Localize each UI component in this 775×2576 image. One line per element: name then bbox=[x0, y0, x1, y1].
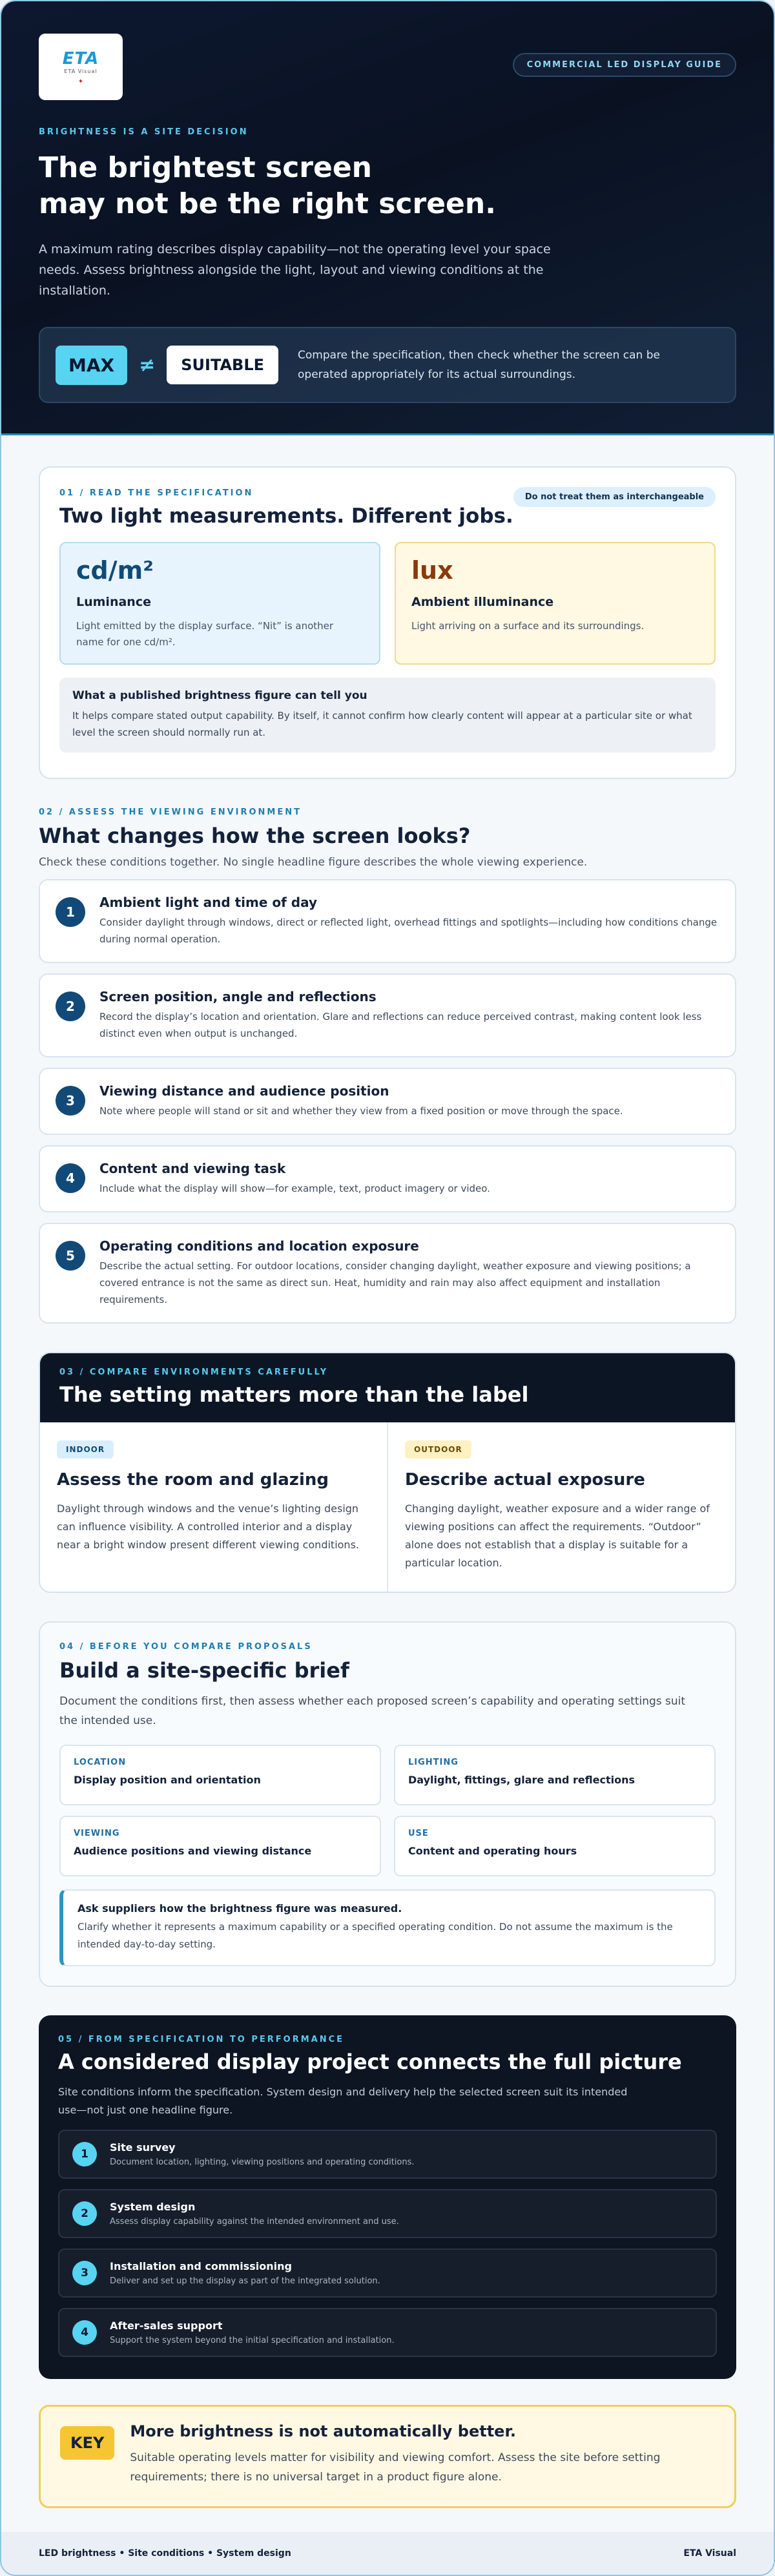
suitable-badge: SUITABLE bbox=[167, 346, 278, 384]
max-badge: MAX bbox=[56, 346, 127, 385]
brief-item-label: LIGHTING bbox=[408, 1758, 459, 1767]
indoor-title: Assess the room and glazing bbox=[57, 1470, 329, 1490]
compare-text: Compare the specification, then check whether the screen can be operated appropriately for its actual surroundings. bbox=[298, 349, 660, 381]
process-step-title: After-sales support bbox=[110, 2320, 223, 2332]
brief-item-value: Daylight, fittings, glare and reflections bbox=[408, 1774, 636, 1786]
brightness-figure-note bbox=[59, 678, 716, 753]
process-step-desc: Support the system beyond the initial specification and installation. bbox=[110, 2336, 395, 2345]
process-step bbox=[58, 2130, 717, 2179]
interchangeable-warning-pill: Do not treat them as interchangeable bbox=[513, 487, 716, 507]
hero-top-bar bbox=[39, 34, 736, 100]
brief-item-location bbox=[59, 1745, 381, 1805]
note-title: What a published brightness figure can tell you bbox=[72, 689, 367, 702]
process-step-number: 2 bbox=[72, 2201, 97, 2226]
footer-brand[interactable]: ETA Visual bbox=[683, 2548, 736, 2559]
luminance-card bbox=[59, 542, 380, 665]
step-title: Screen position, angle and reflections bbox=[99, 989, 377, 1004]
outdoor-column bbox=[387, 1422, 735, 1592]
brief-item-lighting bbox=[394, 1745, 716, 1805]
step-desc: Consider daylight through windows, direct or reflected light, overhead fittings and spotlights—including how conditions change during normal operation. bbox=[99, 917, 718, 945]
section-site-brief bbox=[39, 1621, 736, 1987]
footer bbox=[1, 2532, 774, 2575]
process-step-title: System design bbox=[110, 2201, 196, 2213]
process-step bbox=[58, 2249, 717, 2298]
process-step-title: Installation and commissioning bbox=[110, 2260, 292, 2272]
step-number-badge: 3 bbox=[56, 1086, 85, 1116]
environment-columns bbox=[40, 1422, 735, 1592]
step-title: Operating conditions and location exposure bbox=[99, 1238, 419, 1254]
condition-item bbox=[39, 879, 736, 963]
key-desc: Suitable operating levels matter for visibility and viewing comfort. Assess the site before setting requirements; there is no universal target in a product figure alone. bbox=[130, 2451, 661, 2484]
step-number-badge: 4 bbox=[56, 1163, 85, 1193]
max-vs-suitable-box bbox=[39, 327, 736, 403]
hero-title-line1: The brightest screen bbox=[39, 151, 372, 184]
logo-text: ETA bbox=[62, 48, 99, 68]
brief-item-value: Audience positions and viewing distance bbox=[74, 1845, 312, 1857]
brief-item-value: Display position and orientation bbox=[74, 1774, 261, 1786]
lux-card bbox=[395, 542, 716, 665]
condition-item bbox=[39, 1223, 736, 1324]
hero-title-line2: may not be the right screen. bbox=[39, 187, 496, 220]
hero-title bbox=[39, 150, 736, 222]
outdoor-title: Describe actual exposure bbox=[405, 1470, 645, 1490]
indoor-column bbox=[40, 1422, 387, 1592]
eta-logo[interactable] bbox=[39, 34, 123, 100]
section-compare-environments bbox=[39, 1352, 736, 1593]
luminance-unit: cd/m² bbox=[76, 556, 154, 585]
section1-eyebrow: 01 / READ THE SPECIFICATION bbox=[59, 488, 254, 498]
brief-item-value: Content and operating hours bbox=[408, 1845, 577, 1857]
logo-subtext: ETA Visual bbox=[64, 68, 98, 74]
brief-item-label: USE bbox=[408, 1829, 429, 1838]
indoor-desc: Daylight through windows and the venue’s lighting design can influence visibility. A controlled interior and a display near a bright window present different viewing conditions. bbox=[57, 1502, 359, 1551]
section2-title: What changes how the screen looks? bbox=[39, 824, 471, 848]
key-badge: KEY bbox=[60, 2426, 114, 2460]
step-title: Content and viewing task bbox=[99, 1161, 286, 1176]
section-viewing-environment bbox=[39, 807, 736, 1324]
step-number-badge: 1 bbox=[56, 897, 85, 927]
process-step bbox=[58, 2308, 717, 2357]
not-equal-icon: ≠ bbox=[139, 353, 156, 377]
lux-unit: lux bbox=[411, 556, 453, 585]
step-desc: Note where people will stand or sit and whether they view from a fixed position or move through the space. bbox=[99, 1105, 623, 1117]
guide-label: COMMERCIAL LED DISPLAY GUIDE bbox=[513, 53, 736, 77]
process-step-desc: Document location, lighting, viewing positions and operating conditions. bbox=[110, 2157, 415, 2167]
process-step-number: 1 bbox=[72, 2142, 97, 2166]
brief-item-use bbox=[394, 1816, 716, 1876]
key-takeaway bbox=[39, 2405, 736, 2508]
step-title: Ambient light and time of day bbox=[99, 895, 318, 910]
outdoor-desc: Changing daylight, weather exposure and a wider range of viewing positions can affect the requirements. “Outdoor” alone does not establish that a display is suitable for a particular location. bbox=[405, 1502, 710, 1569]
section5-eyebrow: 05 / FROM SPECIFICATION TO PERFORMANCE bbox=[58, 2035, 345, 2044]
section2-eyebrow: 02 / ASSESS THE VIEWING ENVIRONMENT bbox=[39, 807, 302, 817]
section-specification-to-performance bbox=[39, 2015, 736, 2379]
process-step-desc: Deliver and set up the display as part of the integrated solution. bbox=[110, 2276, 380, 2286]
hero-intro: A maximum rating describes display capability—not the operating level your space needs. Assess brightness alongside the light, layout and viewing conditions at the installation. bbox=[39, 242, 551, 298]
step-number-badge: 2 bbox=[56, 992, 85, 1021]
footer-topics: LED brightness • Site conditions • System design bbox=[39, 2548, 291, 2559]
measurement-definitions bbox=[59, 542, 716, 665]
process-step-desc: Assess display capability against the intended environment and use. bbox=[110, 2217, 399, 2227]
process-step-title: Site survey bbox=[110, 2141, 176, 2154]
supplier-note-body: Clarify whether it represents a maximum capability or a specified operating condition. Do not assume the maximum is the intended day-to-day setting. bbox=[78, 1921, 673, 1950]
brief-item-label: LOCATION bbox=[74, 1758, 127, 1767]
step-desc: Describe the actual setting. For outdoor locations, consider changing daylight, weather exposure and viewing positions; a covered entrance is not the same as direct sun. Heat, humidity and rain may also affect equipment and installation requirements. bbox=[99, 1260, 691, 1305]
section4-eyebrow: 04 / BEFORE YOU COMPARE PROPOSALS bbox=[59, 1642, 313, 1652]
section-read-specification bbox=[39, 466, 736, 779]
step-number-badge: 5 bbox=[56, 1241, 85, 1271]
section3-title: The setting matters more than the label bbox=[59, 1382, 529, 1407]
section2-subtitle: Check these conditions together. No single headline figure describes the whole viewing experience. bbox=[39, 856, 588, 869]
hero bbox=[1, 1, 774, 435]
section5-title: A considered display project connects the full picture bbox=[58, 2050, 682, 2074]
process-step-number: 3 bbox=[72, 2261, 97, 2285]
section3-header bbox=[40, 1353, 735, 1422]
outdoor-tag: OUTDOOR bbox=[405, 1440, 471, 1459]
brief-item-viewing bbox=[59, 1816, 381, 1876]
process-step bbox=[58, 2189, 717, 2238]
condition-item bbox=[39, 973, 736, 1057]
section4-intro: Document the conditions first, then assess whether each proposed screen’s capability and operating settings suit the intended use. bbox=[59, 1695, 686, 1727]
luminance-name: Luminance bbox=[76, 595, 151, 609]
step-desc: Record the display’s location and orientation. Glare and reflections can reduce perceived contrast, making content look less distinct even when output is unchanged. bbox=[99, 1011, 702, 1039]
section1-title: Two light measurements. Different jobs. bbox=[59, 504, 513, 528]
logo-mark-icon: ✦ bbox=[78, 78, 84, 85]
key-title: More brightness is not automatically better. bbox=[130, 2422, 516, 2440]
supplier-question-note bbox=[59, 1889, 716, 1966]
lux-name: Ambient illuminance bbox=[411, 595, 554, 609]
note-body: It helps compare stated output capability. By itself, it cannot confirm how clearly content will appear at a particular site or what level the screen should normally run at. bbox=[72, 710, 692, 738]
section5-intro: Site conditions inform the specification. System design and delivery help the selected screen suit its intended use—not just one headline figure. bbox=[58, 2086, 628, 2116]
luminance-desc: Light emitted by the display surface. “Nit” is another name for one cd/m². bbox=[76, 620, 334, 648]
process-step-number: 4 bbox=[72, 2320, 97, 2345]
hero-eyebrow: BRIGHTNESS IS A SITE DECISION bbox=[39, 127, 249, 137]
lux-desc: Light arriving on a surface and its surroundings. bbox=[411, 620, 645, 632]
section4-title: Build a site-specific brief bbox=[59, 1658, 349, 1683]
section3-eyebrow: 03 / COMPARE ENVIRONMENTS CAREFULLY bbox=[59, 1367, 329, 1377]
step-desc: Include what the display will show—for example, text, product imagery or video. bbox=[99, 1183, 490, 1194]
condition-item bbox=[39, 1145, 736, 1212]
step-title: Viewing distance and audience position bbox=[99, 1083, 389, 1099]
brief-item-label: VIEWING bbox=[74, 1829, 120, 1838]
condition-item bbox=[39, 1068, 736, 1135]
brief-grid bbox=[59, 1745, 716, 1876]
indoor-tag: INDOOR bbox=[57, 1440, 114, 1459]
supplier-note-title: Ask suppliers how the brightness figure was measured. bbox=[78, 1902, 402, 1915]
